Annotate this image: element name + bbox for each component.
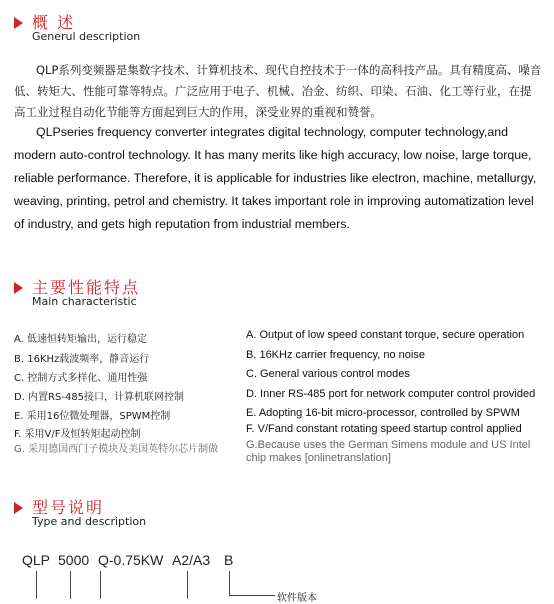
feature-en: F. V/Fand constant rotating speed startup control applied	[246, 423, 522, 435]
feature-zh: B. 16KHz载波频率，静音运行	[14, 354, 150, 365]
model-tick	[229, 571, 230, 595]
feature-zh: E. 采用16位微处理器，SPWM控制	[14, 411, 171, 422]
feature-zh: G. 采用德国西门子模块及美国英特尔芯片制做	[14, 444, 219, 455]
feature-zh: C. 控制方式多样化、通用性强	[14, 373, 148, 384]
feature-en-continued: chip makes [onlinetranslation]	[246, 452, 391, 464]
model-tick	[70, 571, 71, 599]
model-tick	[187, 571, 188, 599]
feature-en: A. Output of low speed constant torque, secure operation	[246, 329, 525, 341]
feature-en: D. Inner RS-485 port for network computer control provided	[246, 388, 536, 400]
type-title-en: Type and description	[32, 515, 147, 528]
overview-title-zh: 概 述	[32, 13, 76, 32]
feature-en: G.Because uses the German Simens module and US Intel	[246, 439, 531, 451]
overview-paragraph-en: QLPseries frequency converter integrates digital technology, computer technology,and modern auto-control technology. It has many merits like high accuracy, low noise, large torque, reliable performance. Therefore, it is applicable for industries like electron, machine, metallurgy, weaving, printing, petrol and chemistry. It takes important role in improving automatization level of industry, and gets high reputation from industrial members.	[14, 125, 537, 231]
feature-zh: F. 采用V/F及恒转矩起动控制	[14, 429, 141, 440]
feature-en: C. General various control modes	[246, 368, 410, 380]
model-part-power-code: 5000	[58, 552, 90, 568]
overview-title-en: Generul description	[32, 30, 141, 43]
arrow-icon	[14, 17, 23, 29]
model-tick	[100, 571, 101, 599]
model-part-power: Q-0.75KW	[98, 552, 164, 568]
model-part-series: QLP	[22, 552, 51, 568]
model-part-software: B	[224, 552, 234, 568]
arrow-icon	[14, 502, 23, 514]
feature-zh: A. 低速恒转矩输出，运行稳定	[14, 334, 148, 345]
feature-en: B. 16KHz carrier frequency, no noise	[246, 349, 425, 361]
type-title-zh: 型号说明	[32, 498, 105, 517]
model-part-variant: A2/A3	[172, 552, 211, 568]
feature-zh: D. 内置RS-485接口，计算机联网控制	[14, 392, 185, 403]
overview-paragraph-zh: QLP系列变频器是集数字技术、计算机技术、现代自控技术于一体的高科技产品。具有精度高、噪音低、转矩大、性能可靠等特点。广泛应用于电子、机械、冶金、纺织、印染、石油、化工等行业，在提高工业过程自动化节能等方面起到巨大的作用，深受业界的重视和赞誉。	[14, 63, 542, 119]
model-leader-line	[229, 595, 275, 596]
main-title-zh: 主要性能特点	[32, 278, 141, 297]
arrow-icon	[14, 282, 23, 294]
main-title-en: Main characteristic	[32, 295, 137, 308]
software-version-label: 软件版本	[277, 593, 317, 604]
model-tick	[36, 571, 37, 599]
feature-en: E. Adopting 16-bit micro-processor, controlled by SPWM	[246, 407, 520, 419]
